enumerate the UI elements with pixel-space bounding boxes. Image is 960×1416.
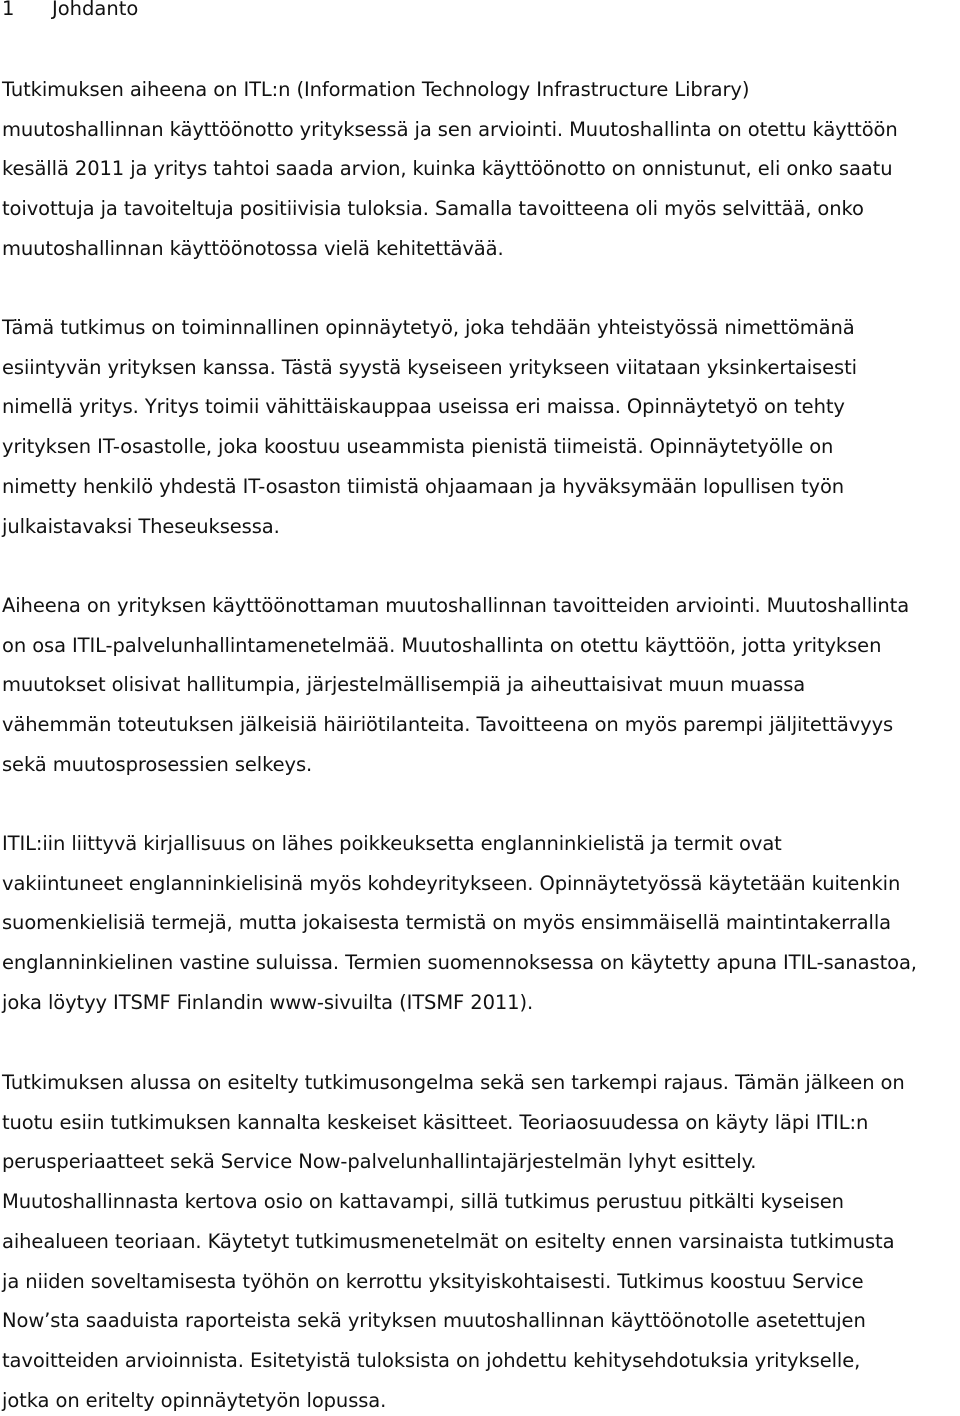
text-line: kesällä 2011 ja yritys tahtoi saada arvion, kuinka käyttöönotto on onnistunut, eli onko saatu	[2, 157, 893, 181]
chapter-title: Johdanto	[52, 0, 139, 20]
text-line: nimellä yritys. Yritys toimii vähittäiskauppaa useissa eri maissa. Opinnäytetyö on tehty	[2, 395, 845, 419]
text-line: muutoshallinnan käyttöönotossa vielä kehitettävää.	[2, 236, 504, 260]
chapter-number: 1	[2, 0, 15, 20]
text-line: Muutoshallinnasta kertova osio on kattavampi, sillä tutkimus perustuu pitkälti kyseisen	[2, 1190, 844, 1214]
text-line: Tutkimuksen alussa on esitelty tutkimusongelma sekä sen tarkempi rajaus. Tämän jälkeen on	[2, 1071, 905, 1094]
text-line: ITIL:iin liittyvä kirjallisuus on lähes poikkeuksetta englanninkielistä ja termit ovat	[2, 832, 782, 855]
text-line: perusperiaatteet sekä Service Now-palvelunhallintajärjestelmän lyhyt esittely.	[2, 1150, 757, 1174]
text-line: muutoshallinnan käyttöönotto yrityksessä ja sen arviointi. Muutoshallinta on otettu käyttöön	[2, 117, 898, 141]
text-line: Aiheena on yrityksen käyttöönottaman muutoshallinnan tavoitteiden arviointi. Muutoshallinta	[2, 594, 910, 617]
text-line: Tämä tutkimus on toiminnallinen opinnäytetyö, joka tehdään yhteistyössä nimettömänä	[2, 316, 855, 339]
text-line: tuotu esiin tutkimuksen kannalta keskeiset käsitteet. Teoriaosuudessa on käyty läpi ITIL:n	[2, 1110, 869, 1134]
text-line: jotka on eritelty opinnäytetyön lopussa.	[2, 1388, 387, 1412]
text-line: tavoitteiden arvioinnista. Esitetyistä tuloksista on johdettu kehitysehdotuksia yritykselle,	[2, 1348, 861, 1372]
chapter-heading	[2, 0, 138, 21]
text-line: joka löytyy ITSMF Finlandin www-sivuilta (ITSMF 2011).	[2, 990, 534, 1014]
text-line: aihealueen teoriaan. Käytetyt tutkimusmenetelmät on esitelty ennen varsinaista tutkimusta	[2, 1229, 895, 1253]
text-line: esiintyvän yrityksen kanssa. Tästä syystä kyseiseen yritykseen viitataan yksinkertaisesti	[2, 355, 857, 379]
text-line: on osa ITIL-palvelunhallintamenetelmää. Muutoshallinta on otettu käyttöön, jotta yrityksen	[2, 633, 882, 657]
text-line: suomenkielisiä termejä, mutta jokaisesta termistä on myös ensimmäisellä maintintakerralla	[2, 911, 891, 935]
text-line: toivottuja ja tavoiteltuja positiivisia tuloksia. Samalla tavoitteena oli myös selvittää, onko	[2, 197, 864, 221]
text-line: sekä muutosprosessien selkeys.	[2, 752, 313, 776]
text-line: ja niiden soveltamisesta työhön on kerrottu yksityiskohtaisesti. Tutkimus koostuu Service	[2, 1269, 864, 1293]
text-line: Now’sta saaduista raporteista sekä yrityksen muutoshallinnan käyttöönotolle asetettujen	[2, 1309, 866, 1333]
text-line: yrityksen IT-osastolle, joka koostuu useammista pienistä tiimeistä. Opinnäytetyölle on	[2, 435, 834, 459]
text-line: vähemmän toteutuksen jälkeisiä häiriötilanteita. Tavoitteena on myös parempi jäljitettävyys	[2, 713, 894, 737]
text-line: Tutkimuksen aiheena on ITL:n (Information Technology Infrastructure Library)	[2, 78, 750, 101]
text-line: nimetty henkilö yhdestä IT-osaston tiimistä ohjaamaan ja hyväksymään lopullisen työn	[2, 474, 845, 498]
text-line: englanninkielinen vastine suluissa. Termien suomennoksessa on käytetty apuna ITIL-sanastoa,	[2, 951, 917, 975]
text-line: vakiintuneet englanninkielisinä myös kohdeyritykseen. Opinnäytetyössä käytetään kuitenkin	[2, 871, 901, 895]
text-line: julkaistavaksi Theseuksessa.	[2, 514, 280, 538]
text-line: muutokset olisivat hallitumpia, järjestelmällisempiä ja aiheuttaisivat muun muassa	[2, 673, 806, 697]
